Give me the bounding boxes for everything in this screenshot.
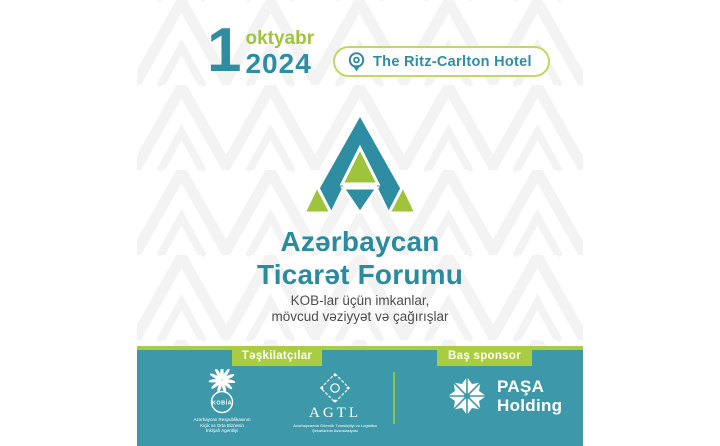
date-year: 2024 (245, 48, 312, 79)
location-pin-icon (347, 51, 366, 73)
footer-divider (393, 372, 395, 424)
date-day: 1 (207, 16, 240, 85)
pasha-holding-logo (447, 376, 562, 416)
svg-text:KOBİA: KOBİA (211, 400, 233, 407)
kobia-text-line-2: Kiçik və Orta Biznesin (200, 422, 244, 428)
title-line-1: Azərbaycan (280, 226, 440, 257)
organizers-label: Təşkilatçılar (232, 346, 322, 366)
subtitle-line-2: mövcud vəziyyət və çağırışlar (271, 309, 449, 324)
date-month: oktyabr (245, 28, 315, 49)
poster-canvas (137, 0, 583, 446)
eight-point-star-icon (447, 376, 487, 416)
title-line-2: Ticarət Forumu (256, 259, 464, 290)
kobia-text-line-3: İnkişafı Agentliyi (205, 428, 239, 433)
sponsors-band (137, 346, 583, 446)
kobia-text-line-1: Azərbaycan Respublikasının (193, 417, 251, 422)
event-title (137, 225, 583, 291)
event-subtitle (137, 293, 583, 325)
kobia-logo (172, 369, 272, 434)
subtitle-line-1: KOB-lar üçün imkanlar, (290, 293, 430, 308)
pasha-text-line-2: Holding (497, 396, 563, 415)
sponsor-label: Baş sponsor (437, 346, 532, 366)
ornament-diamond-icon (318, 372, 352, 404)
trade-forum-a-logo (304, 115, 416, 218)
agtl-text-line-1: Azərbaycanda Gömrük Təmsilçiliyi və Logistika (293, 423, 377, 428)
venue-label: The Ritz-Carlton Hotel (373, 53, 532, 70)
pasha-text-line-1: PAŞA (497, 377, 545, 396)
agtl-wordmark: AGTL (309, 405, 361, 421)
venue-badge (333, 46, 550, 77)
flower-logo-icon (200, 369, 244, 415)
event-date (207, 16, 315, 85)
agtl-text-line-2: Şirkətlərinin Assosiasiyası (311, 428, 358, 433)
agtl-logo (285, 372, 385, 433)
